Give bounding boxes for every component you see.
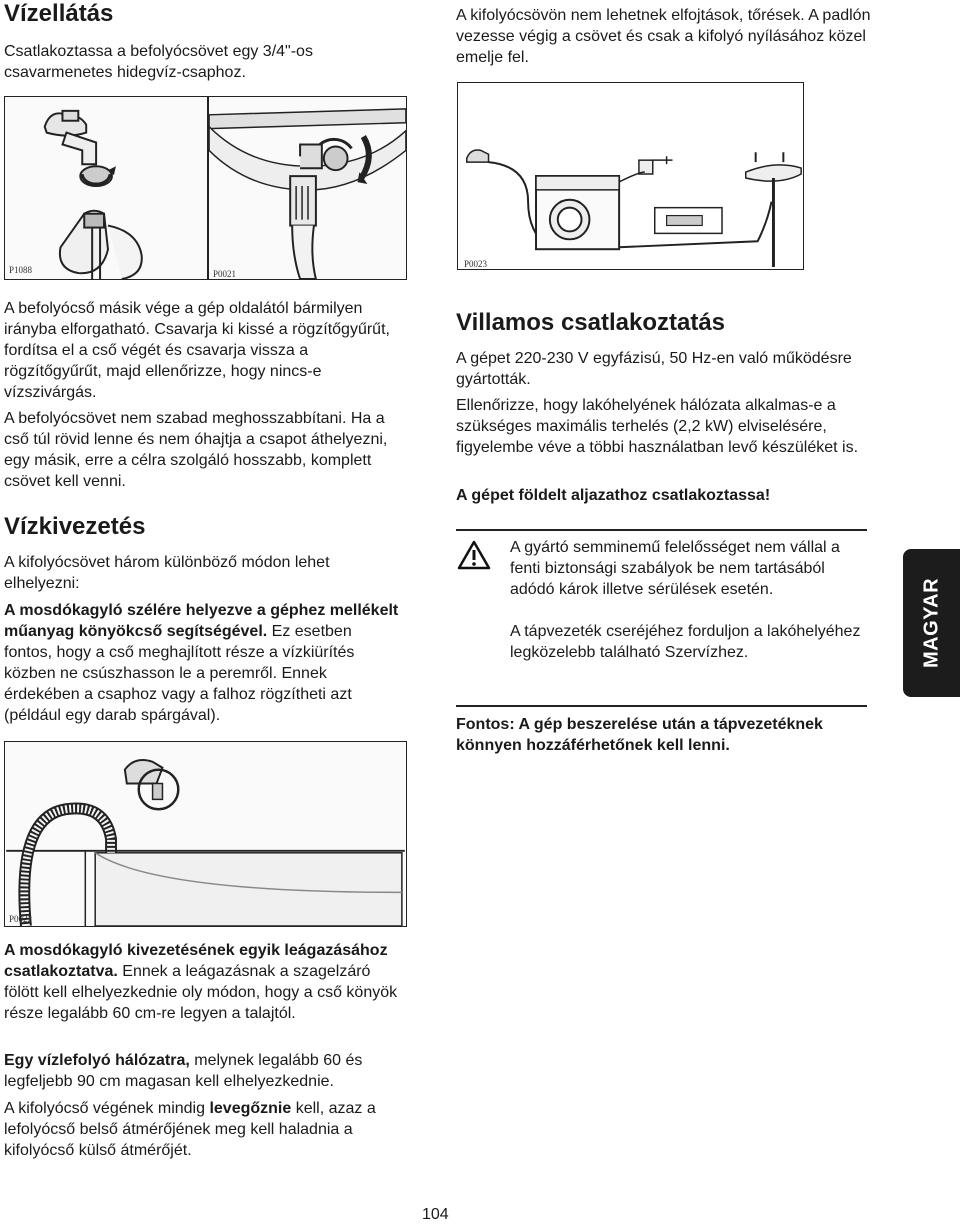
hose-extension-paragraph: A befolyócsövet nem szabad meghosszabbítani. Ha a cső túl rövid lenne és nem óhajtja a csapot áthelyezni, egy másik, erre a célra szolgáló hosszabb, komplett csövet kell venni. <box>4 410 388 490</box>
page-number: 104 <box>422 1206 449 1223</box>
warning-triangle-icon <box>457 540 491 570</box>
figure-code: P0022 <box>9 914 33 924</box>
drainage-option-network <box>4 1050 404 1092</box>
drainage-option-branch-text: Ennek a leágazásnak a szagelzáró fölött kell elhelyezkednie oly módon, hogy a cső könyök része legalább 60 cm-re legyen a talajtól. <box>4 963 398 1022</box>
drainage-option-branch <box>4 940 404 1024</box>
figure-code: P0023 <box>464 259 488 269</box>
figure-basin-drain <box>4 741 407 927</box>
drainage-option-basin-text: Ez esetben fontos, hogy a cső meghajlított része a vízkiürítés közben ne csúszhasson le a peremről. Ennek érdekében a csaphoz vagy a falhoz rögzítheti azt (például egy darab spárgával). <box>4 623 355 724</box>
drainage-option-network-bold: Egy vízlefolyó hálózatra, <box>4 1052 190 1069</box>
water-supply-paragraph: Csatlakoztassa a befolyócsövet egy 3/4"-os csavarmenetes hidegvíz-csaphoz. <box>4 43 313 81</box>
warning-liability: A gyártó semminemű felelősséget nem vállal a fenti biztonsági szabályok be nem tartásából adódó károk illetve sérülések esetén. <box>510 539 840 598</box>
figure-code: P1088 <box>9 265 33 275</box>
basin-drain-illustration <box>5 742 406 926</box>
figure-hose-rotation <box>208 96 407 280</box>
venting-text-a: A kifolyócső végének mindig <box>4 1100 210 1117</box>
venting-text-b: kell, azaz a lefolyócső belső átmérőjének meg kell haladnia a kifolyócső külső átmérőjét. <box>4 1100 376 1159</box>
warning-cable-replacement: A tápvezeték cseréjéhez forduljon a lakóhelyéhez legközelebb található Szervízhez. <box>510 623 861 661</box>
hose-rotation-illustration <box>209 97 406 279</box>
tap-illustration <box>5 97 207 279</box>
figure-installation-overview <box>457 82 804 270</box>
drainage-option-network-text: melynek legalább 60 és legfeljebb 90 cm magasan kell elhelyezkednie. <box>4 1052 363 1090</box>
divider <box>456 529 867 531</box>
drainage-option-basin <box>4 600 404 726</box>
electrical-grounding: A gépet földelt aljazathoz csatlakoztassa! <box>456 487 771 504</box>
figure-tap-connection <box>4 96 208 280</box>
drainage-option-basin-bold: A mosdókagyló szélére helyezve a géphez mellékelt műanyag könyökcső segítségével. <box>4 602 399 640</box>
electrical-load-check: Ellenőrizze, hogy lakóhelyének hálózata alkalmas-e a szükséges maximális terhelés (2,2 kW) elviselésére, figyelembe véve a többi használatban levő készüléket is. <box>456 397 859 456</box>
important-note: Fontos: A gép beszerelése után a tápvezetéknek könnyen hozzáférhetőnek kell lenni. <box>456 716 823 754</box>
divider <box>456 705 867 707</box>
drain-hose-note: A kifolyócsövön nem lehetnek elfojtások, tőrések. A padlón vezesse végig a csövet és csak a kifolyó nyílásához közel emelje fel. <box>456 7 871 66</box>
venting-bold: levegőznie <box>209 1100 292 1117</box>
hose-rotation-paragraph: A befolyócső másik vége a gép oldalától bármilyen irányba elforgatható. Csavarja ki kissé a rögzítőgyűrűt, fordítsa el a cső végét és csavarja vissza a rögzítőgyűrűt, majd ellenőrizze, hogy nincs-e vízszivárgás. <box>4 300 390 401</box>
installation-overview-illustration <box>458 83 803 269</box>
electrical-voltage: A gépet 220-230 V egyfázisú, 50 Hz-en való működésre gyártották. <box>456 350 852 388</box>
figure-code: P0021 <box>213 269 237 279</box>
drainage-venting-note <box>4 1098 414 1161</box>
heading-water-supply: Vízellátás <box>4 0 114 27</box>
language-tab-label: MAGYAR <box>920 577 942 669</box>
heading-drainage: Vízkivezetés <box>4 513 146 540</box>
language-tab <box>903 549 960 697</box>
drainage-option-branch-bold: A mosdókagyló kivezetésének egyik leágazásához csatlakoztatva. <box>4 942 388 980</box>
drainage-intro: A kifolyócsövet három különböző módon lehet elhelyezni: <box>4 554 330 592</box>
heading-electrical: Villamos csatlakoztatás <box>456 309 726 336</box>
